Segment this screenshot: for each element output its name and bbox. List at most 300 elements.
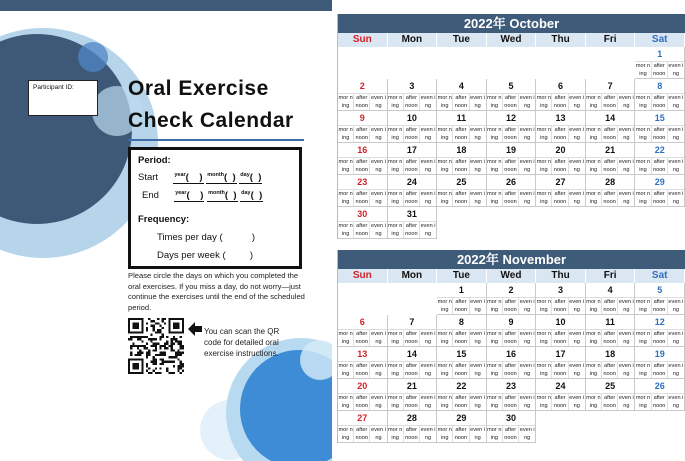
slot-afternoon[interactable]: after noon — [404, 222, 420, 238]
calendar-day[interactable] — [635, 283, 685, 315]
day-slots — [635, 157, 684, 174]
slot-evening[interactable]: even ing — [371, 427, 386, 441]
slot-evening[interactable]: even ing — [569, 127, 585, 141]
slot-afternoon[interactable]: after noon — [652, 94, 668, 110]
slot-afternoon[interactable]: after noon — [602, 394, 618, 410]
slot-evening[interactable]: even ing — [569, 191, 585, 205]
slot-morning[interactable]: mor ning — [437, 427, 452, 441]
slot-afternoon[interactable]: after noon — [552, 330, 568, 346]
qr-code-icon[interactable] — [128, 318, 184, 374]
slot-morning[interactable]: mor ning — [437, 395, 452, 409]
calendar-day[interactable] — [437, 315, 487, 347]
day-slots — [635, 125, 684, 142]
days-per-week-row[interactable] — [157, 250, 253, 261]
slot-afternoon[interactable]: after noon — [503, 126, 519, 142]
slot-morning[interactable]: mor ning — [487, 95, 502, 109]
calendar-day[interactable] — [338, 379, 388, 411]
calendar-day[interactable] — [635, 143, 685, 175]
calendar-day[interactable] — [635, 111, 685, 143]
slot-afternoon[interactable]: after noon — [354, 394, 370, 410]
slot-evening[interactable]: even ing — [569, 395, 585, 409]
slot-afternoon[interactable]: after noon — [552, 362, 568, 378]
calendar-day[interactable] — [586, 347, 636, 379]
slot-afternoon[interactable]: after noon — [602, 190, 618, 206]
slot-evening[interactable]: even ing — [470, 427, 486, 441]
slot-morning[interactable]: mor ning — [338, 395, 353, 409]
day-number: 11 — [456, 113, 467, 123]
end-month-field[interactable]: $^{month}$( ) — [208, 190, 237, 202]
slot-evening[interactable]: even ing — [668, 299, 684, 313]
calendar-day[interactable] — [536, 347, 586, 379]
slot-evening[interactable]: even ing — [371, 159, 386, 173]
slot-morning[interactable]: mor ning — [586, 159, 601, 173]
slot-afternoon[interactable]: after noon — [652, 394, 668, 410]
calendar-day[interactable] — [338, 111, 388, 143]
calendar-day[interactable] — [586, 315, 636, 347]
day-slots — [338, 93, 387, 110]
slot-afternoon[interactable]: after noon — [503, 298, 519, 314]
day-slots — [388, 425, 437, 442]
slot-evening[interactable]: even ing — [519, 331, 535, 345]
calendar-empty-cell — [487, 47, 537, 79]
day-slots — [487, 157, 536, 174]
slot-afternoon[interactable]: after noon — [453, 330, 469, 346]
calendar-day[interactable] — [388, 143, 438, 175]
slot-afternoon[interactable]: after noon — [503, 158, 519, 174]
slot-evening[interactable]: even ing — [569, 95, 585, 109]
calendar-title: 2022年 October — [338, 14, 685, 33]
slot-evening[interactable]: even ing — [519, 427, 535, 441]
day-number: 31 — [406, 209, 417, 219]
slot-afternoon[interactable]: after noon — [404, 330, 420, 346]
slot-evening[interactable]: even ing — [470, 363, 486, 377]
slot-morning[interactable]: mor ning — [487, 127, 502, 141]
slot-morning[interactable]: mor ning — [437, 299, 452, 313]
slot-morning[interactable]: mor ning — [338, 191, 353, 205]
calendar-day[interactable] — [437, 283, 487, 315]
calendar-day[interactable] — [388, 347, 438, 379]
slot-evening[interactable]: even ing — [668, 331, 684, 345]
day-number: 13 — [357, 349, 368, 359]
calendar-day[interactable] — [487, 283, 537, 315]
slot-evening[interactable]: even ing — [371, 363, 386, 377]
day-number: 3 — [558, 285, 564, 295]
calendar-day[interactable] — [536, 111, 586, 143]
times-per-day-row[interactable] — [157, 232, 255, 243]
frequency-label: Frequency: — [138, 214, 190, 225]
slot-afternoon[interactable]: after noon — [552, 158, 568, 174]
slot-afternoon[interactable]: after noon — [503, 426, 519, 442]
slot-morning[interactable]: mor ning — [635, 363, 651, 377]
slot-evening[interactable]: even ing — [668, 363, 684, 377]
slot-morning[interactable]: mor ning — [487, 427, 502, 441]
end-year-field[interactable]: $^{year}$( ) — [175, 190, 204, 202]
slot-morning[interactable]: mor ning — [388, 331, 403, 345]
calendar-day[interactable] — [388, 175, 438, 207]
slot-evening[interactable]: even ing — [569, 331, 585, 345]
day-number: 25 — [456, 177, 467, 187]
calendar-day[interactable] — [487, 143, 537, 175]
calendar-day[interactable] — [437, 79, 487, 111]
slot-evening[interactable]: even ing — [519, 299, 535, 313]
slot-evening[interactable]: even ing — [618, 95, 634, 109]
slot-morning[interactable]: mor ning — [487, 395, 502, 409]
calendar-day[interactable] — [536, 79, 586, 111]
calendar-empty-cell — [388, 283, 438, 315]
slot-afternoon[interactable]: after noon — [602, 330, 618, 346]
slot-evening[interactable]: even ing — [420, 331, 436, 345]
day-number: 16 — [357, 145, 368, 155]
calendar-day[interactable] — [635, 347, 685, 379]
slot-afternoon[interactable]: after noon — [602, 158, 618, 174]
slot-afternoon[interactable]: after noon — [354, 94, 370, 110]
period-box — [128, 147, 302, 269]
calendar-day[interactable] — [586, 79, 636, 111]
slot-afternoon[interactable]: after noon — [354, 190, 370, 206]
slot-afternoon[interactable]: after noon — [453, 190, 469, 206]
slot-afternoon[interactable]: after noon — [404, 394, 420, 410]
calendar-day[interactable] — [635, 379, 685, 411]
slot-evening[interactable]: even ing — [519, 127, 535, 141]
day-slots — [487, 361, 536, 378]
slot-morning[interactable]: mor ning — [388, 395, 403, 409]
day-slots — [388, 361, 437, 378]
calendar-day[interactable] — [586, 379, 636, 411]
slot-evening[interactable]: even ing — [420, 363, 436, 377]
slot-morning[interactable]: mor ning — [635, 63, 651, 77]
slot-morning[interactable]: mor ning — [536, 331, 552, 345]
slot-afternoon[interactable]: after noon — [552, 394, 568, 410]
slot-morning[interactable]: mor ning — [536, 191, 552, 205]
calendar-day[interactable] — [388, 79, 438, 111]
day-slots — [437, 329, 486, 346]
slot-morning[interactable]: mor ning — [635, 299, 651, 313]
slot-afternoon[interactable]: after noon — [453, 426, 469, 442]
slot-morning[interactable]: mor ning — [338, 95, 353, 109]
slot-evening[interactable]: even ing — [618, 191, 634, 205]
slot-afternoon[interactable]: after noon — [503, 330, 519, 346]
participant-id-field[interactable] — [28, 80, 98, 116]
slot-morning[interactable]: mor ning — [388, 191, 403, 205]
day-number: 26 — [505, 177, 516, 187]
slot-morning[interactable]: mor ning — [586, 127, 601, 141]
slot-evening[interactable]: even ing — [519, 159, 535, 173]
slot-afternoon[interactable]: after noon — [602, 126, 618, 142]
slot-morning[interactable]: mor ning — [635, 191, 651, 205]
slot-morning[interactable]: mor ning — [536, 363, 552, 377]
calendar-day[interactable] — [388, 111, 438, 143]
slot-afternoon[interactable]: after noon — [652, 190, 668, 206]
slot-afternoon[interactable]: after noon — [652, 126, 668, 142]
day-number: 23 — [357, 177, 368, 187]
calendar-day[interactable] — [338, 175, 388, 207]
slot-evening[interactable]: even ing — [668, 191, 684, 205]
slot-evening[interactable]: even ing — [371, 223, 386, 237]
calendar-day[interactable] — [338, 347, 388, 379]
calendar-day[interactable] — [586, 143, 636, 175]
slot-afternoon[interactable]: after noon — [602, 94, 618, 110]
slot-evening[interactable]: even ing — [618, 395, 634, 409]
slot-afternoon[interactable]: after noon — [503, 190, 519, 206]
slot-afternoon[interactable]: after noon — [552, 298, 568, 314]
slot-morning[interactable]: mor ning — [536, 127, 552, 141]
slot-morning[interactable]: mor ning — [487, 331, 502, 345]
slot-afternoon[interactable]: after noon — [354, 426, 370, 442]
calendar-day[interactable] — [536, 379, 586, 411]
end-row[interactable] — [142, 190, 263, 202]
calendar-day[interactable] — [437, 411, 487, 443]
slot-evening[interactable]: even ing — [668, 395, 684, 409]
slot-evening[interactable]: even ing — [519, 395, 535, 409]
slot-evening[interactable]: even ing — [618, 331, 634, 345]
slot-afternoon[interactable]: after noon — [404, 126, 420, 142]
slot-afternoon[interactable]: after noon — [453, 126, 469, 142]
slot-afternoon[interactable]: after noon — [503, 94, 519, 110]
slot-morning[interactable]: mor ning — [635, 331, 651, 345]
slot-morning[interactable]: mor ning — [586, 191, 601, 205]
slot-afternoon[interactable]: after noon — [652, 362, 668, 378]
start-day-field[interactable]: $^{day}$( ) — [240, 172, 262, 184]
calendar-day[interactable] — [388, 207, 438, 239]
slot-afternoon[interactable]: after noon — [602, 298, 618, 314]
day-slots — [536, 189, 585, 206]
slot-evening[interactable]: even ing — [668, 159, 684, 173]
slot-morning[interactable]: mor ning — [388, 159, 403, 173]
calendar-day[interactable] — [586, 283, 636, 315]
day-number: 27 — [555, 177, 566, 187]
slot-afternoon[interactable]: after noon — [552, 126, 568, 142]
slot-afternoon[interactable]: after noon — [354, 126, 370, 142]
calendar-day[interactable] — [586, 111, 636, 143]
slot-afternoon[interactable]: after noon — [652, 298, 668, 314]
day-number: 17 — [555, 349, 566, 359]
slot-afternoon[interactable]: after noon — [503, 394, 519, 410]
slot-morning[interactable]: mor ning — [487, 299, 502, 313]
slot-evening[interactable]: even ing — [420, 223, 436, 237]
slot-afternoon[interactable]: after noon — [453, 298, 469, 314]
slot-morning[interactable]: mor ning — [635, 395, 651, 409]
slot-evening[interactable]: even ing — [519, 95, 535, 109]
slot-evening[interactable]: even ing — [420, 427, 436, 441]
slot-morning[interactable]: mor ning — [487, 363, 502, 377]
slot-morning[interactable]: mor ning — [437, 95, 452, 109]
slot-evening[interactable]: even ing — [470, 299, 486, 313]
period-label: Period: — [138, 155, 171, 166]
slot-evening[interactable]: even ing — [618, 363, 634, 377]
slot-afternoon[interactable]: after noon — [602, 362, 618, 378]
day-number: 28 — [406, 413, 417, 423]
slot-morning[interactable]: mor ning — [586, 95, 601, 109]
day-number: 20 — [357, 381, 368, 391]
slot-evening[interactable]: even ing — [668, 95, 684, 109]
slot-evening[interactable]: even ing — [470, 395, 486, 409]
slot-morning[interactable]: mor ning — [536, 95, 552, 109]
weekday-fri: Fri — [586, 33, 636, 47]
slot-evening[interactable]: even ing — [519, 363, 535, 377]
slot-evening[interactable]: even ing — [420, 159, 436, 173]
calendar-day[interactable] — [635, 175, 685, 207]
slot-morning[interactable]: mor ning — [635, 95, 651, 109]
start-year-field[interactable]: $^{year}$( ) — [174, 172, 203, 184]
slot-morning[interactable]: mor ning — [487, 191, 502, 205]
calendar-day[interactable] — [437, 175, 487, 207]
slot-morning[interactable]: mor ning — [536, 159, 552, 173]
day-slots — [536, 329, 585, 346]
calendar-day[interactable] — [635, 315, 685, 347]
calendar-day[interactable] — [338, 79, 388, 111]
slot-morning[interactable]: mor ning — [388, 223, 403, 237]
slot-evening[interactable]: even ing — [668, 63, 684, 77]
calendar-day[interactable] — [487, 411, 537, 443]
slot-morning[interactable]: mor ning — [388, 427, 403, 441]
slot-evening[interactable]: even ing — [420, 95, 436, 109]
calendar-day[interactable] — [437, 143, 487, 175]
calendar-day[interactable] — [536, 143, 586, 175]
slot-evening[interactable]: even ing — [618, 127, 634, 141]
day-slots — [437, 157, 486, 174]
weekday-wed: Wed — [487, 269, 537, 283]
day-number: 28 — [605, 177, 616, 187]
slot-morning[interactable]: mor ning — [536, 299, 552, 313]
slot-morning[interactable]: mor ning — [586, 299, 601, 313]
slot-evening[interactable]: even ing — [470, 159, 486, 173]
calendar-day[interactable] — [487, 315, 537, 347]
calendar-day[interactable] — [635, 47, 685, 79]
slot-afternoon[interactable]: after noon — [652, 62, 668, 78]
slot-afternoon[interactable]: after noon — [354, 362, 370, 378]
start-month-field[interactable]: $^{month}$( ) — [207, 172, 236, 184]
calendar-day[interactable] — [388, 379, 438, 411]
slot-morning[interactable]: mor ning — [586, 331, 601, 345]
calendar-day[interactable] — [487, 111, 537, 143]
slot-morning[interactable]: mor ning — [437, 363, 452, 377]
calendar-day[interactable] — [487, 79, 537, 111]
slot-morning[interactable]: mor ning — [437, 159, 452, 173]
slot-morning[interactable]: mor ning — [338, 223, 353, 237]
end-day-field[interactable]: $^{day}$( ) — [241, 190, 263, 202]
slot-afternoon[interactable]: after noon — [404, 158, 420, 174]
calendar-day[interactable] — [338, 207, 388, 239]
slot-afternoon[interactable]: after noon — [453, 362, 469, 378]
slot-evening[interactable]: even ing — [371, 395, 386, 409]
slot-evening[interactable]: even ing — [420, 127, 436, 141]
slot-evening[interactable]: even ing — [668, 127, 684, 141]
slot-morning[interactable]: mor ning — [388, 95, 403, 109]
calendar-day[interactable] — [487, 175, 537, 207]
slot-morning[interactable]: mor ning — [338, 363, 353, 377]
calendar-day[interactable] — [536, 283, 586, 315]
slot-evening[interactable]: even ing — [618, 299, 634, 313]
slot-evening[interactable]: even ing — [371, 331, 386, 345]
day-number: 5 — [508, 81, 514, 91]
slot-afternoon[interactable]: after noon — [652, 158, 668, 174]
slot-afternoon[interactable]: after noon — [652, 330, 668, 346]
slot-morning[interactable]: mor ning — [437, 331, 452, 345]
slot-afternoon[interactable]: after noon — [404, 426, 420, 442]
calendar-november — [337, 250, 685, 443]
calendar-day[interactable] — [437, 379, 487, 411]
slot-evening[interactable]: even ing — [569, 363, 585, 377]
slot-evening[interactable]: even ing — [470, 191, 486, 205]
calendar-day[interactable] — [338, 411, 388, 443]
slot-afternoon[interactable]: after noon — [453, 394, 469, 410]
slot-afternoon[interactable]: after noon — [552, 190, 568, 206]
calendar-day[interactable] — [586, 175, 636, 207]
slot-evening[interactable]: even ing — [420, 191, 436, 205]
calendar-day[interactable] — [437, 347, 487, 379]
calendar-day[interactable] — [338, 143, 388, 175]
slot-afternoon[interactable]: after noon — [453, 158, 469, 174]
slot-evening[interactable]: even ing — [371, 127, 386, 141]
calendar-day[interactable] — [487, 347, 537, 379]
slot-evening[interactable]: even ing — [470, 331, 486, 345]
slot-morning[interactable]: mor ning — [536, 395, 552, 409]
slot-morning[interactable]: mor ning — [635, 127, 651, 141]
calendar-day[interactable] — [536, 175, 586, 207]
start-label: Start — [138, 172, 159, 184]
start-row[interactable] — [138, 172, 262, 184]
slot-evening[interactable]: even ing — [371, 191, 386, 205]
slot-morning[interactable]: mor ning — [635, 159, 651, 173]
calendar-day[interactable] — [388, 411, 438, 443]
calendar-day[interactable] — [388, 315, 438, 347]
calendar-day[interactable] — [338, 315, 388, 347]
slot-afternoon[interactable]: after noon — [404, 94, 420, 110]
slot-afternoon[interactable]: after noon — [354, 222, 370, 238]
slot-morning[interactable]: mor ning — [487, 159, 502, 173]
slot-evening[interactable]: even ing — [519, 191, 535, 205]
slot-morning[interactable]: mor ning — [338, 427, 353, 441]
day-slots — [338, 361, 387, 378]
day-slots — [487, 393, 536, 410]
times-per-day-label: Times per day ( — [157, 232, 223, 243]
slot-evening[interactable]: even ing — [569, 299, 585, 313]
slot-morning[interactable]: mor ning — [388, 363, 403, 377]
slot-afternoon[interactable]: after noon — [453, 94, 469, 110]
slot-afternoon[interactable]: after noon — [503, 362, 519, 378]
slot-evening[interactable]: even ing — [618, 159, 634, 173]
slot-morning[interactable]: mor ning — [338, 127, 353, 141]
slot-morning[interactable]: mor ning — [338, 331, 353, 345]
slot-afternoon[interactable]: after noon — [354, 330, 370, 346]
slot-afternoon[interactable]: after noon — [404, 190, 420, 206]
day-number: 15 — [456, 349, 467, 359]
weekday-tue: Tue — [437, 269, 487, 283]
slot-evening[interactable]: even ing — [420, 395, 436, 409]
slot-afternoon[interactable]: after noon — [404, 362, 420, 378]
slot-evening[interactable]: even ing — [569, 159, 585, 173]
calendar-day[interactable] — [437, 111, 487, 143]
slot-morning[interactable]: mor ning — [437, 191, 452, 205]
slot-evening[interactable]: even ing — [470, 127, 486, 141]
slot-morning[interactable]: mor ning — [338, 159, 353, 173]
calendar-day[interactable] — [536, 315, 586, 347]
slot-morning[interactable]: mor ning — [586, 363, 601, 377]
decor-circle — [300, 340, 332, 380]
slot-evening[interactable]: even ing — [470, 95, 486, 109]
slot-morning[interactable]: mor ning — [437, 127, 452, 141]
day-number: 21 — [605, 145, 616, 155]
slot-evening[interactable]: even ing — [371, 95, 386, 109]
slot-morning[interactable]: mor ning — [388, 127, 403, 141]
calendar-day[interactable] — [487, 379, 537, 411]
day-number: 10 — [406, 113, 417, 123]
slot-afternoon[interactable]: after noon — [552, 94, 568, 110]
slot-morning[interactable]: mor ning — [586, 395, 601, 409]
slot-afternoon[interactable]: after noon — [354, 158, 370, 174]
calendar-day[interactable] — [635, 79, 685, 111]
day-number: 12 — [654, 317, 665, 327]
